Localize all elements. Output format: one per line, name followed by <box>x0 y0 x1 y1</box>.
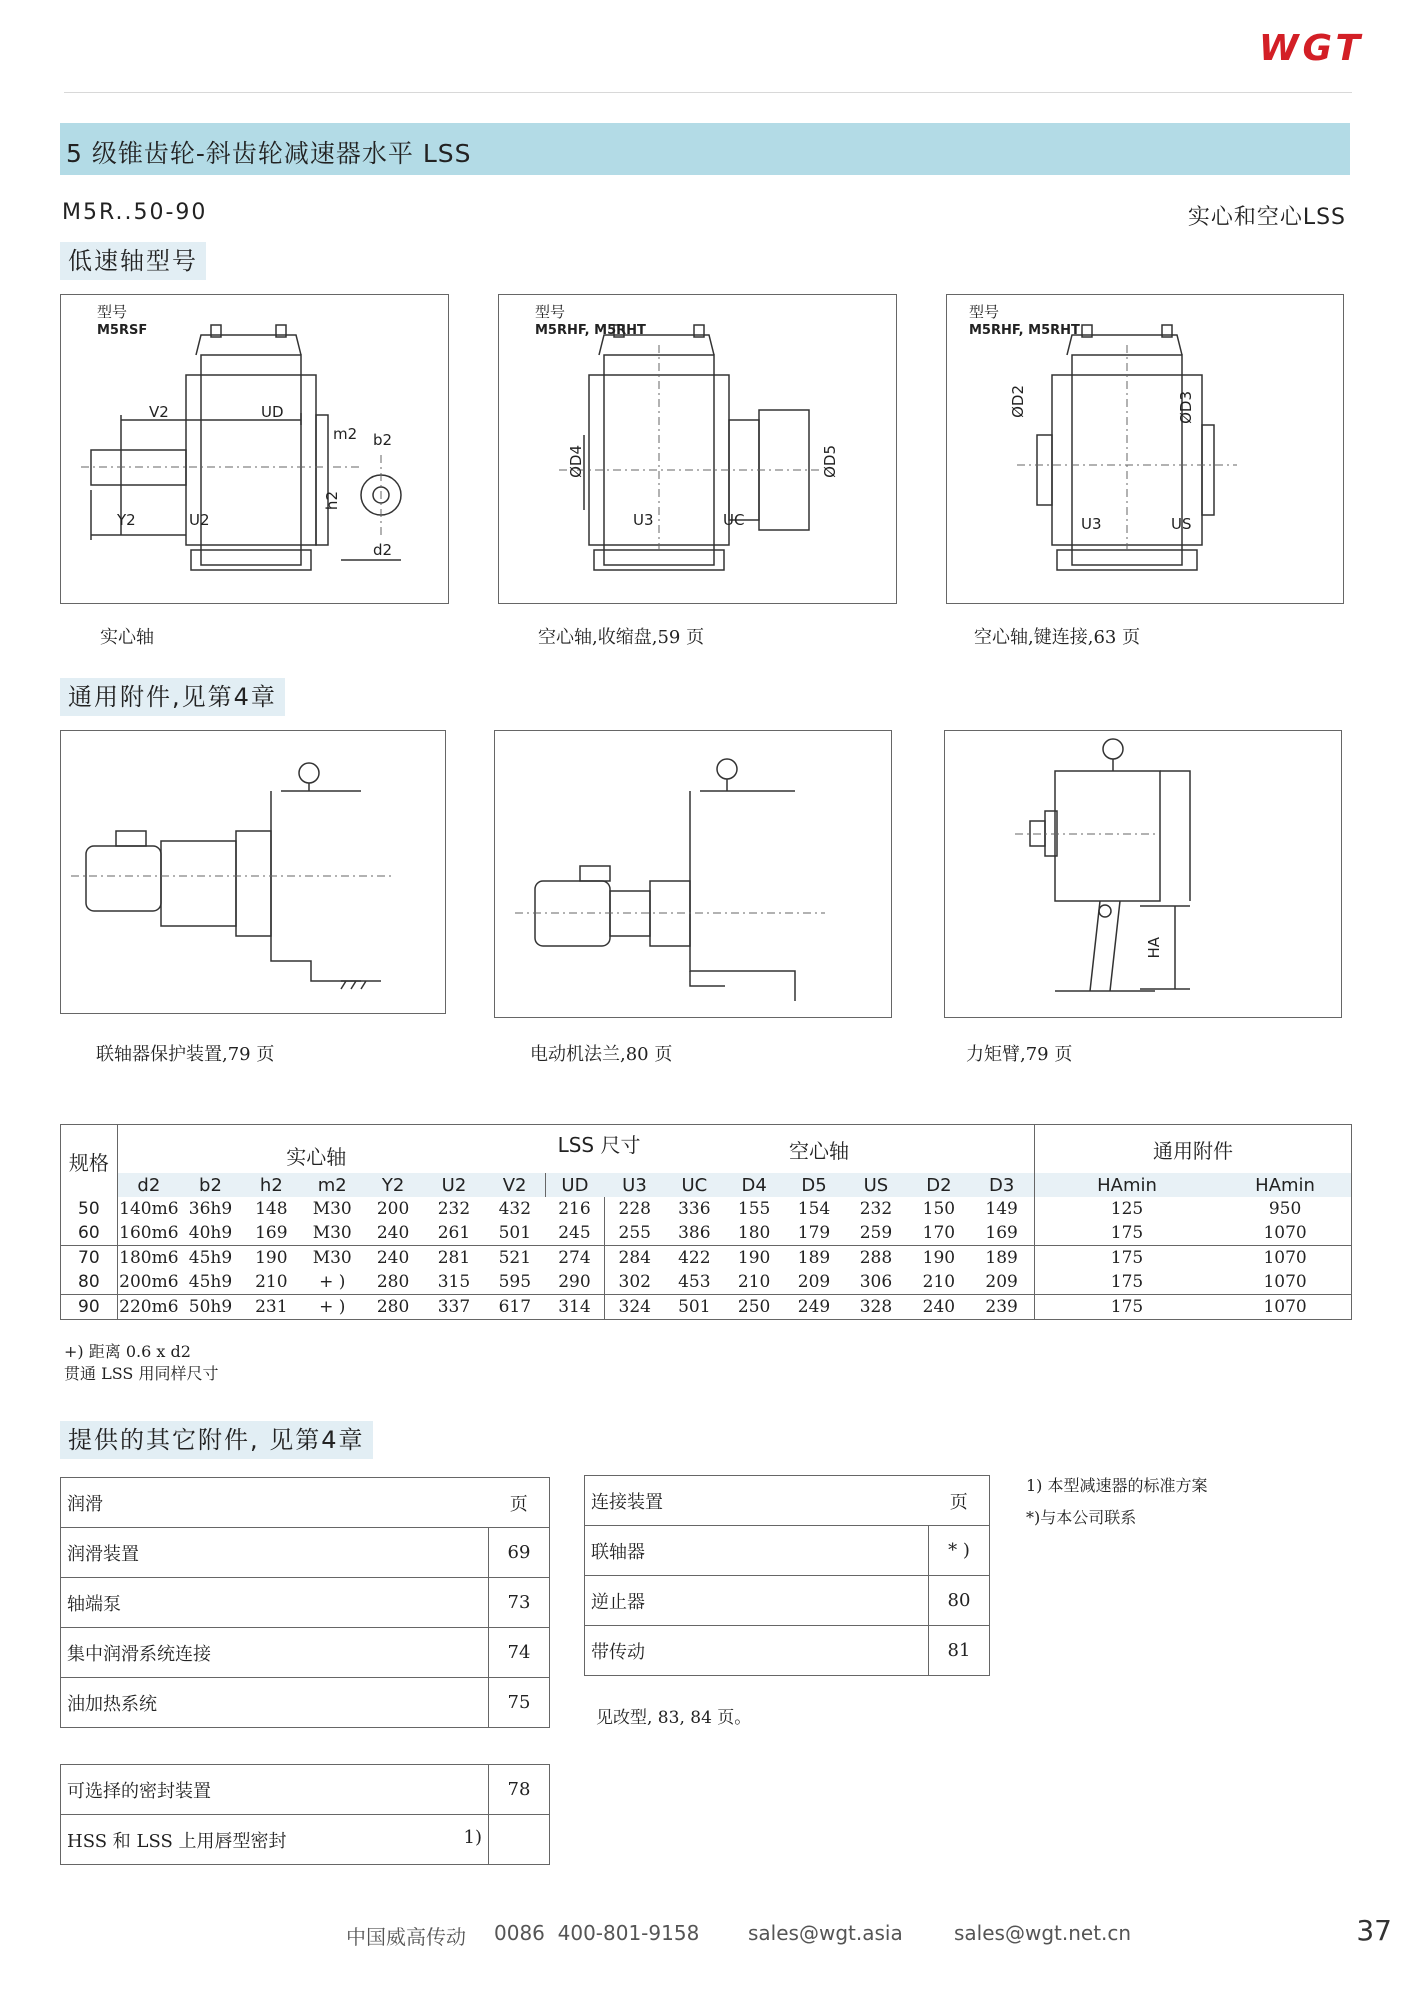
value-cell: 239 <box>985 1297 1018 1317</box>
value-cell: 249 <box>797 1297 831 1317</box>
value-cell: 232 <box>859 1199 893 1219</box>
value-cell: 175 <box>1034 1246 1219 1271</box>
column-header: Y2 <box>363 1173 424 1197</box>
dim-label: U2 <box>189 511 210 529</box>
seal-item-mark: 1) <box>463 1826 482 1848</box>
value-cell: 155 <box>737 1199 771 1219</box>
value-cell: 190 <box>255 1248 288 1268</box>
value-cell: 210 <box>922 1272 956 1292</box>
value-cell: 216 <box>558 1199 591 1219</box>
value-cell: 200m6 <box>119 1272 179 1292</box>
lss-size-label: LSS 尺寸 <box>557 1132 641 1157</box>
accessory-caption: 联轴器保护装置,79 页 <box>96 1044 275 1065</box>
column-header: U2 <box>424 1173 485 1197</box>
value-cell: 255 <box>604 1221 665 1246</box>
panel-type-label: 型号 <box>97 303 128 321</box>
value-cell: 209 <box>797 1272 831 1292</box>
value-cell: 280 <box>376 1297 410 1317</box>
value-cell: 148 <box>255 1199 288 1219</box>
value-cell: 501 <box>678 1297 711 1317</box>
table-row <box>61 1270 1352 1295</box>
column-header: D4 <box>724 1173 785 1197</box>
connection-item: 带传动 <box>585 1626 929 1676</box>
panel-type-label: 型号 <box>969 303 1000 321</box>
value-cell: 125 <box>1034 1197 1219 1221</box>
diagram-motor-flange <box>494 730 892 1018</box>
table-row <box>61 1221 1352 1246</box>
value-cell: 175 <box>1034 1221 1219 1246</box>
motor-flange-drawing <box>495 731 891 1017</box>
value-cell: 240 <box>922 1297 956 1317</box>
size-cell: 70 <box>61 1246 118 1271</box>
value-cell: 209 <box>985 1272 1018 1292</box>
dim-label: d2 <box>373 541 393 559</box>
model-range: M5R..50-90 <box>62 200 208 225</box>
diagram-coupling-guard <box>60 730 446 1014</box>
value-cell: 324 <box>604 1295 665 1320</box>
value-cell: 306 <box>859 1272 893 1292</box>
dim-label: V2 <box>149 403 169 421</box>
table-column-headers <box>61 1173 1352 1197</box>
connection-header: 连接装置 <box>585 1476 929 1526</box>
lubrication-header: 润滑 <box>61 1478 489 1528</box>
value-cell: 250 <box>737 1297 771 1317</box>
panel-type-code: M5RHF, M5RHT <box>535 323 646 338</box>
value-cell: M30 <box>312 1248 352 1268</box>
value-cell: 140m6 <box>119 1199 179 1219</box>
diagram-hollow-shrink-disc <box>498 294 897 604</box>
column-header: U3 <box>604 1173 665 1197</box>
table-row <box>61 1295 1352 1320</box>
size-cell: 60 <box>61 1221 118 1246</box>
value-cell: 281 <box>437 1248 471 1268</box>
value-cell: 36h9 <box>188 1199 233 1219</box>
dim-label: ØD2 <box>1009 385 1027 418</box>
connection-note: 见改型, 83, 84 页。 <box>596 1708 752 1728</box>
value-cell: 259 <box>859 1223 893 1243</box>
connection-table <box>584 1475 990 1676</box>
dim-label: m2 <box>333 425 358 443</box>
value-cell: 190 <box>737 1248 771 1268</box>
value-cell: 314 <box>558 1297 591 1317</box>
value-cell: 617 <box>498 1297 532 1317</box>
dim-label: ØD5 <box>821 445 839 478</box>
table-hollow-header: 空心轴 <box>788 1138 849 1163</box>
table-note: 贯通 LSS 用同样尺寸 <box>64 1364 219 1383</box>
column-header: US <box>843 1173 908 1197</box>
dim-label: U3 <box>1081 515 1102 533</box>
footer-email[interactable]: sales@wgt.asia <box>748 1921 903 1945</box>
value-cell: 288 <box>859 1248 893 1268</box>
section-lss-types: 低速轴型号 <box>60 242 206 280</box>
lubrication-item: 集中润滑系统连接 <box>61 1628 489 1678</box>
column-header: b2 <box>180 1173 241 1197</box>
model-variant: 实心和空心LSS <box>1187 205 1346 230</box>
dim-label: US <box>1171 515 1192 533</box>
column-header: d2 <box>117 1173 180 1197</box>
value-cell: 169 <box>985 1223 1018 1243</box>
panel-caption: 实心轴 <box>100 627 154 648</box>
side-note: 1) 本型减速器的标准方案 <box>1026 1476 1208 1495</box>
seal-item-label: HSS 和 LSS 上用唇型密封 <box>67 1830 287 1852</box>
page-ref: 80 <box>929 1576 990 1626</box>
value-cell: 210 <box>737 1272 771 1292</box>
value-cell: 337 <box>437 1297 471 1317</box>
table-row <box>61 1197 1352 1221</box>
panel-caption: 空心轴,收缩盘,59 页 <box>538 627 705 648</box>
title-bar <box>60 123 1350 175</box>
value-cell: 336 <box>678 1199 711 1219</box>
footer-company: 中国威高传动 <box>346 1925 466 1949</box>
footer-email[interactable]: sales@wgt.net.cn <box>954 1921 1132 1945</box>
seal-item <box>61 1815 489 1865</box>
accessory-caption: 力矩臂,79 页 <box>966 1044 1073 1065</box>
page-ref: * ) <box>929 1526 990 1576</box>
footer-phone: 0086 400-801-9158 <box>494 1921 700 1945</box>
table-general-header: 通用附件 <box>1034 1125 1351 1174</box>
column-header: V2 <box>484 1173 545 1197</box>
value-cell: 290 <box>558 1272 591 1292</box>
value-cell: 40h9 <box>188 1223 233 1243</box>
value-cell: 274 <box>558 1248 591 1268</box>
value-cell: 179 <box>797 1223 831 1243</box>
value-cell: 180 <box>737 1223 771 1243</box>
wgt-logo: WGT <box>1258 28 1364 69</box>
value-cell: 228 <box>604 1197 665 1221</box>
value-cell: 189 <box>985 1248 1018 1268</box>
column-header: h2 <box>241 1173 302 1197</box>
value-cell: 950 <box>1219 1197 1351 1221</box>
lubrication-item: 油加热系统 <box>61 1678 489 1728</box>
dim-label: ØD4 <box>567 445 585 478</box>
dim-label: h2 <box>323 491 341 511</box>
side-note: *)与本公司联系 <box>1026 1508 1137 1527</box>
column-header: D5 <box>785 1173 844 1197</box>
table-note: +) 距离 0.6 x d2 <box>64 1342 191 1361</box>
table-solid-header <box>117 1125 641 1174</box>
page-header: 页 <box>929 1476 990 1526</box>
column-header: D2 <box>908 1173 969 1197</box>
size-cell: 80 <box>61 1270 118 1295</box>
value-cell: 1070 <box>1219 1270 1351 1295</box>
dim-label: b2 <box>373 431 393 449</box>
value-cell: 154 <box>797 1199 831 1219</box>
value-cell: 422 <box>678 1248 711 1268</box>
value-cell: 220m6 <box>119 1297 179 1317</box>
lubrication-item: 润滑装置 <box>61 1528 489 1578</box>
dim-label: Y2 <box>117 511 136 529</box>
solid-shaft-group-label: 实心轴 <box>286 1144 347 1169</box>
seal-table <box>60 1764 550 1865</box>
column-header: UD <box>545 1173 604 1197</box>
page-ref: 69 <box>489 1528 550 1578</box>
page-ref: 74 <box>489 1628 550 1678</box>
value-cell: 232 <box>437 1199 471 1219</box>
table-body <box>61 1197 1352 1320</box>
value-cell: 210 <box>255 1272 288 1292</box>
value-cell: 180m6 <box>119 1248 179 1268</box>
hollow-keyed-drawing <box>947 295 1343 603</box>
value-cell: 1070 <box>1219 1246 1351 1271</box>
lubrication-item: 轴端泵 <box>61 1578 489 1628</box>
value-cell: 45h9 <box>188 1272 233 1292</box>
column-header: m2 <box>302 1173 363 1197</box>
value-cell: 189 <box>797 1248 831 1268</box>
panel-type-label: 型号 <box>535 303 566 321</box>
value-cell: 160m6 <box>119 1223 179 1243</box>
value-cell: 328 <box>859 1297 893 1317</box>
lubrication-table <box>60 1477 550 1728</box>
value-cell: 245 <box>558 1223 591 1243</box>
value-cell: 261 <box>437 1223 471 1243</box>
panel-type-code: M5RSF <box>97 323 148 338</box>
value-cell: 149 <box>985 1199 1018 1219</box>
diagram-solid-shaft <box>60 294 449 604</box>
page-number: 37 <box>1356 1914 1392 1947</box>
connection-item: 联轴器 <box>585 1526 929 1576</box>
column-header: UC <box>665 1173 724 1197</box>
table-spec-header: 规格 <box>61 1125 118 1198</box>
size-cell: 50 <box>61 1197 118 1221</box>
diagram-hollow-keyed <box>946 294 1344 604</box>
coupling-guard-drawing <box>61 731 445 1013</box>
page-ref: 75 <box>489 1678 550 1728</box>
value-cell: 175 <box>1034 1295 1219 1320</box>
dim-label: HA <box>1145 937 1163 959</box>
page-ref: 73 <box>489 1578 550 1628</box>
value-cell: 284 <box>604 1246 665 1271</box>
value-cell: 386 <box>678 1223 711 1243</box>
value-cell: 45h9 <box>188 1248 233 1268</box>
value-cell: 453 <box>678 1272 711 1292</box>
value-cell: 200 <box>376 1199 410 1219</box>
page-ref-empty <box>489 1815 550 1865</box>
value-cell: 170 <box>922 1223 956 1243</box>
value-cell: 240 <box>376 1248 410 1268</box>
page-ref: 78 <box>489 1765 550 1815</box>
value-cell: 175 <box>1034 1270 1219 1295</box>
value-cell: 501 <box>498 1223 532 1243</box>
value-cell: M30 <box>312 1223 352 1243</box>
panel-caption: 空心轴,键连接,63 页 <box>974 627 1141 648</box>
value-cell: 521 <box>498 1248 532 1268</box>
value-cell: 231 <box>255 1297 288 1317</box>
dim-label: U3 <box>633 511 654 529</box>
seal-header: 可选择的密封装置 <box>61 1765 489 1815</box>
column-header: HAmin <box>1034 1173 1219 1197</box>
column-header: D3 <box>969 1173 1034 1197</box>
value-cell: 280 <box>376 1272 410 1292</box>
dimensions-table <box>60 1124 1352 1320</box>
connection-item: 逆止器 <box>585 1576 929 1626</box>
torque-arm-drawing <box>945 731 1341 1017</box>
page-header: 页 <box>489 1478 550 1528</box>
dim-label: ØD3 <box>1177 391 1195 424</box>
table-row <box>61 1246 1352 1271</box>
diagram-torque-arm <box>944 730 1342 1018</box>
value-cell: + ) <box>319 1297 346 1317</box>
page-ref: 81 <box>929 1626 990 1676</box>
value-cell: M30 <box>312 1199 352 1219</box>
column-header: HAmin <box>1219 1173 1351 1197</box>
page-title: 5 级锥齿轮-斜齿轮减速器水平 LSS <box>66 139 472 168</box>
value-cell: 1070 <box>1219 1221 1351 1246</box>
section-general-accessories: 通用附件,见第4章 <box>60 678 285 716</box>
panel-type-code: M5RHF, M5RHT <box>969 323 1080 338</box>
dim-label: UC <box>723 511 745 529</box>
dim-label: UD <box>261 403 284 421</box>
value-cell: 1070 <box>1219 1295 1351 1320</box>
value-cell: 50h9 <box>188 1297 233 1317</box>
size-cell: 90 <box>61 1295 118 1320</box>
value-cell: 150 <box>922 1199 956 1219</box>
value-cell: 169 <box>255 1223 288 1243</box>
value-cell: 190 <box>922 1248 956 1268</box>
value-cell: 595 <box>498 1272 532 1292</box>
value-cell: 302 <box>604 1270 665 1295</box>
value-cell: + ) <box>319 1272 346 1292</box>
header-divider <box>64 92 1352 93</box>
value-cell: 315 <box>437 1272 471 1292</box>
value-cell: 240 <box>376 1223 410 1243</box>
section-other-accessories: 提供的其它附件, 见第4章 <box>60 1421 373 1459</box>
accessory-caption: 电动机法兰,80 页 <box>530 1044 673 1065</box>
value-cell: 432 <box>498 1199 532 1219</box>
